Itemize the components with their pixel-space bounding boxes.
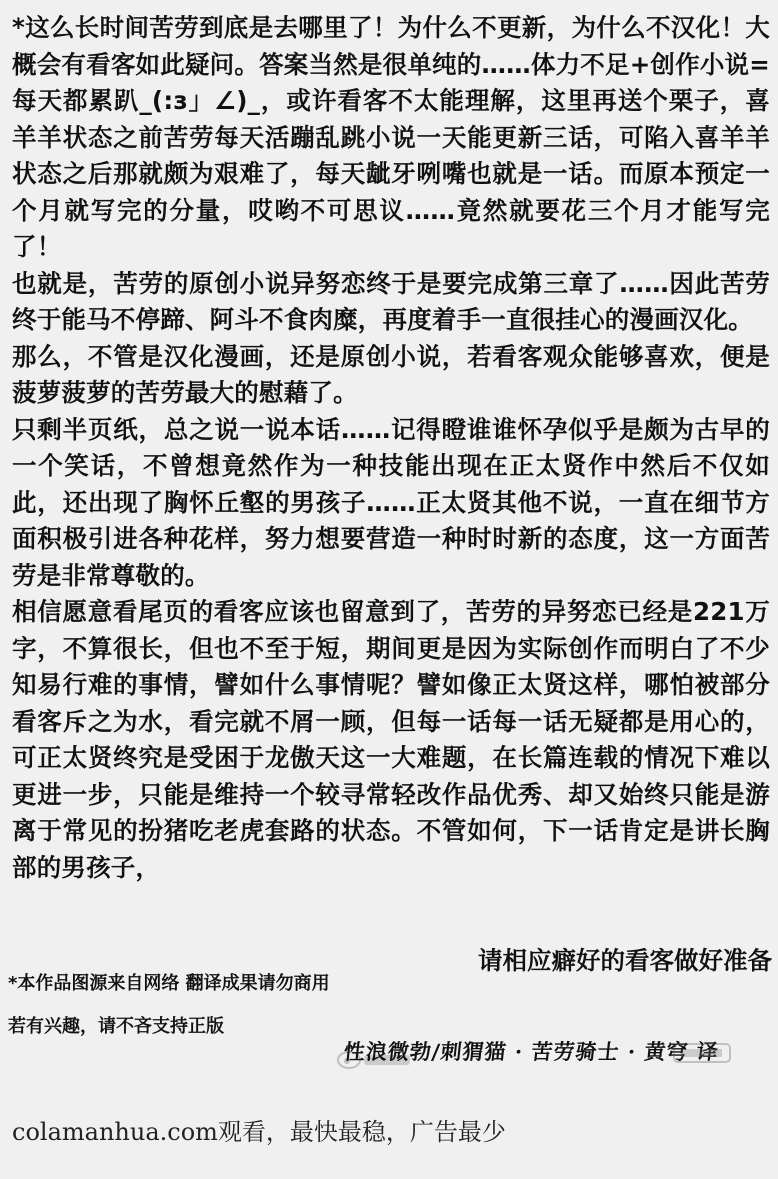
afterword-body bbox=[12, 10, 770, 886]
paragraph-chapter-notes: 只剩半页纸，总之说一说本话……记得瞪谁谁怀孕似乎是颇为古早的一个笑话，不曾想竟然作为一种技能出现在正太贤作中然后不仅如此，还出现了胸怀丘壑的男孩子……正太贤其他不说，一直在细节方面积极引进各种花样，努力想要营造一种时时新的态度，这一方面苦劳是非常尊敬的。 bbox=[12, 414, 770, 590]
paragraph-reflection: 相信愿意看尾页的看客应该也留意到了，苦劳的异努恋已经是221万字，不算很长，但也不至于短，期间更是因为实际创作而明白了不少知易行难的事情，譬如什么事情呢？譬如像正太贤这样，哪怕被部分看客斥之为水，看完就不屑一顾，但每一话每一话无疑都是用心的，可正太贤终究是受困于龙傲天这一大难题，在长篇连载的情况下难以更进一步，只能是维持一个较寻常轻改作品优秀、却又始终只能是游离于常见的扮猪吃老虎套路的状态。不管如何，下一话肯定是讲长胸部的男孩子， bbox=[12, 597, 770, 882]
site-footer: colamanhua.com观看，最快最稳，广告最少 bbox=[12, 1118, 506, 1146]
group-logo-icon bbox=[672, 1038, 732, 1068]
copyright-notice: *本作品图源来自网络 翻译成果请勿商用 bbox=[8, 973, 330, 994]
support-notice: 若有兴趣，请不吝支持正版 bbox=[8, 1016, 224, 1037]
paragraph-novel-progress: 也就是，苦劳的原创小说异努恋终于是要完成第三章了……因此苦劳终于能马不停蹄、阿斗不食肉糜，再度着手一直很挂心的漫画汉化。 bbox=[12, 268, 770, 334]
closing-line: 请相应癖好的看客做好准备 bbox=[478, 946, 772, 975]
paragraph-intro: *这么长时间苦劳到底是去哪里了！为什么不更新，为什么不汉化！大概会有看客如此疑问。答案当然是很单纯的……体力不足+创作小说=每天都累趴_(:з」∠)_，或许看客不太能理解，这里再送个栗子，喜羊羊状态之前苦劳每天活蹦乱跳小说一天能更新三话，可陷入喜羊羊状态之后那就颇为艰难了，每天龇牙咧嘴也就是一话。而原本预定一个月就写完的分量，哎哟不可思议……竟然就要花三个月才能写完了！ bbox=[12, 13, 770, 261]
translator-credits: 性浪微勃/刺猬猫 · 苦劳骑士 · 黄穹 译 bbox=[342, 1039, 721, 1064]
paragraph-thanks: 那么，不管是汉化漫画，还是原创小说，若看客观众能够喜欢，便是菠萝菠萝的苦劳最大的慰藉了。 bbox=[12, 341, 770, 407]
